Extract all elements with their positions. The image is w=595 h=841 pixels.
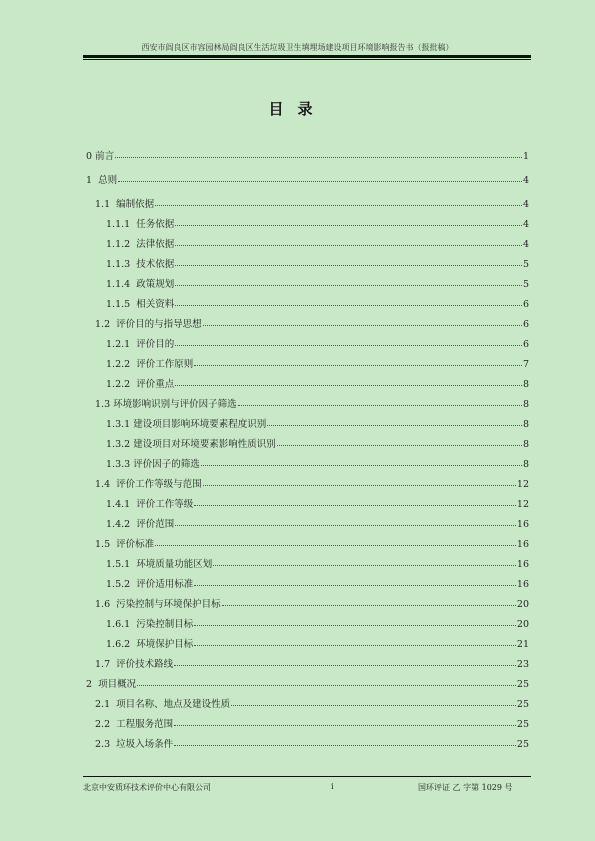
toc-leader-dots [175,277,522,286]
toc-entry[interactable] [86,678,529,690]
toc-entry-label: 评价因子的筛选 [133,459,200,470]
toc-entry-page: 23 [516,659,529,670]
toc-entry-label: 编制依据 [116,199,155,210]
toc-entry-label: 评价范围 [136,519,175,530]
toc-entry-number: 1.3.2 [106,439,134,450]
toc-entry-label: 任务依据 [136,219,175,230]
toc-entry[interactable] [95,658,529,670]
toc-entry-number: 1.1.1 [106,219,137,230]
toc-entry-label: 污染控制目标 [136,619,194,630]
toc-entry-page: 4 [522,219,529,230]
toc-entry[interactable] [106,238,529,250]
toc-entry-number: 1 [86,175,99,186]
toc-entry-page: 16 [516,539,529,550]
toc-entry[interactable] [106,498,529,510]
toc-entry-page: 8 [522,399,529,410]
toc-entry-label: 政策规划 [136,279,175,290]
toc-leader-dots [175,297,522,306]
toc-entry-number: 1.1.2 [106,239,137,250]
toc-entry-page: 6 [522,299,529,310]
toc-entry-page: 8 [522,379,529,390]
toc-entry-label: 评价适用标准 [136,579,194,590]
toc-entry-label: 项目名称、地点及建设性质 [116,699,231,710]
toc-entry-label: 法律依据 [136,239,175,250]
toc-leader-dots [238,397,522,406]
toc-entry-page: 8 [522,419,529,430]
toc-entry-page: 16 [516,519,529,530]
toc-entry[interactable] [95,318,529,330]
toc-entry-label: 总则 [98,175,118,186]
toc-entry-page: 25 [516,699,529,710]
footer-company: 北京中安质环技术评价中心有限公司 [83,783,211,792]
toc-entry-number: 1.1.3 [106,259,137,270]
toc-entry-number: 1.3.3 [106,459,134,470]
toc-entry[interactable] [106,558,529,570]
toc-entry-number: 1.2 [95,319,117,330]
toc-entry-label: 环境影响识别与评价因子筛选 [113,399,237,410]
toc-entry[interactable] [95,538,529,550]
toc-leader-dots [175,517,516,526]
toc-entry-page: 25 [516,679,529,690]
toc-entry-page: 7 [522,359,529,370]
toc-leader-dots [137,677,516,686]
toc-entry-number: 0 [86,151,96,162]
footer-rule [83,776,531,777]
toc-entry[interactable] [106,438,529,450]
toc-entry[interactable] [86,174,529,186]
toc-entry[interactable] [86,150,529,162]
toc-entry-number: 1.4.1 [106,499,137,510]
toc-entry[interactable] [106,298,529,310]
toc-leader-dots [203,317,522,326]
toc-entry-number: 2 [86,679,99,690]
toc-leader-dots [231,697,516,706]
toc-entry-page: 16 [516,559,529,570]
toc-entry-page: 16 [516,579,529,590]
toc-entry-number: 1.2.2 [106,359,137,370]
running-header: 西安市阎良区市容园林局阎良区生活垃圾卫生填埋场建设项目环境影响报告书（报批稿） [141,43,454,52]
toc-leader-dots [194,497,516,506]
toc-entry[interactable] [95,738,529,750]
toc-entry-page: 4 [522,239,529,250]
toc-entry-number: 1.3 [95,399,114,410]
toc-entry[interactable] [106,458,529,470]
toc-leader-dots [175,257,522,266]
toc-entry-label: 建设项目影响环境要素程度识别 [133,419,267,430]
toc-entry-label: 垃圾入场条件 [116,739,174,750]
toc-entry-number: 1.2.1 [106,339,137,350]
toc-entry[interactable] [106,338,529,350]
toc-leader-dots [174,657,516,666]
toc-entry-page: 5 [522,259,529,270]
toc-entry-page: 12 [516,499,529,510]
toc-entry-page: 8 [522,439,529,450]
toc-leader-dots [203,477,516,486]
toc-entry[interactable] [95,698,529,710]
toc-leader-dots [115,149,522,158]
toc-entry-page: 20 [516,599,529,610]
toc-entry-label: 评价技术路线 [116,659,174,670]
toc-leader-dots [194,357,522,366]
toc-entry[interactable] [95,478,529,490]
toc-entry-number: 1.7 [95,659,117,670]
toc-leader-dots [118,173,522,182]
toc-entry-page: 6 [522,339,529,350]
toc-leader-dots [194,637,516,646]
toc-entry-page: 4 [522,199,529,210]
toc-leader-dots [174,717,516,726]
toc-leader-dots [194,577,516,586]
footer-page-number: i [331,782,334,791]
toc-entry[interactable] [106,378,529,390]
toc-entry-label: 前言 [95,151,115,162]
toc-entry-number: 1.4.2 [106,519,137,530]
toc-entry[interactable] [106,258,529,270]
toc-entry-label: 项目概况 [98,679,137,690]
toc-entry[interactable] [95,718,529,730]
toc-entry[interactable] [106,418,529,430]
toc-entry-label: 工程服务范围 [116,719,174,730]
toc-entry[interactable] [95,598,529,610]
toc-entry-page: 20 [516,619,529,630]
toc-entry-label: 相关资料 [136,299,175,310]
toc-leader-dots [277,437,522,446]
toc-leader-dots [175,237,522,246]
toc-entry[interactable] [95,198,529,210]
toc-entry-number: 1.6.1 [106,619,137,630]
toc-entry-page: 6 [522,319,529,330]
toc-leader-dots [175,337,522,346]
toc-entry[interactable] [106,618,529,630]
toc-entry-number: 1.1.4 [106,279,137,290]
toc-leader-dots [155,197,522,206]
toc-entry-number: 2.2 [95,719,117,730]
toc-entry-label: 评价工作等级与范围 [116,479,202,490]
toc-entry-label: 评价工作原则 [136,359,194,370]
toc-entry-label: 建设项目对环境要素影响性质识别 [133,439,276,450]
toc-entry-page: 4 [522,175,529,186]
toc-entry-label: 技术依据 [136,259,175,270]
toc-entry-label: 评价目的 [136,339,175,350]
toc-entry-number: 1.1 [95,199,117,210]
toc-entry-label: 污染控制与环境保护目标 [116,599,221,610]
toc-entry[interactable] [106,578,529,590]
toc-entry-page: 21 [516,639,529,650]
toc-entry-page: 8 [522,459,529,470]
toc-entry-label: 环境质量功能区划 [136,559,213,570]
toc-leader-dots [155,537,516,546]
toc-leader-dots [222,597,516,606]
toc-entry[interactable] [95,398,529,410]
toc-entry-label: 评价工作等级 [136,499,194,510]
toc-entry-number: 1.6 [95,599,117,610]
toc-entry-number: 1.5.2 [106,579,137,590]
toc-entry[interactable] [106,518,529,530]
toc-entry-page: 25 [516,719,529,730]
toc-entry-page: 25 [516,739,529,750]
toc-entry[interactable] [106,358,529,370]
toc-entry-label: 环境保护目标 [136,639,194,650]
toc-entry-number: 1.6.2 [106,639,137,650]
toc-entry[interactable] [106,218,529,230]
toc-leader-dots [174,737,516,746]
toc-entry-label: 评价重点 [136,379,175,390]
toc-leader-dots [194,617,516,626]
toc-leader-dots [175,217,522,226]
toc-entry-number: 1.5.1 [106,559,137,570]
toc-leader-dots [267,417,522,426]
footer-certificate: 国环评证 乙 字第 1029 号 [418,783,513,792]
toc-entry-page: 12 [516,479,529,490]
toc-entry-page: 5 [522,279,529,290]
toc-entry-number: 1.3.1 [106,419,134,430]
page-title: 目录 [268,100,327,118]
toc-entry-page: 1 [522,151,529,162]
toc-entry-number: 1.2.2 [106,379,137,390]
toc-entry-number: 1.4 [95,479,117,490]
toc-leader-dots [201,457,522,466]
toc-entry[interactable] [106,638,529,650]
toc-leader-dots [213,557,516,566]
toc-entry-number: 2.1 [95,699,117,710]
toc-leader-dots [175,377,522,386]
toc-entry-label: 评价目的与指导思想 [116,319,202,330]
toc-entry-label: 评价标准 [116,539,155,550]
toc-entry-number: 1.5 [95,539,117,550]
toc-entry[interactable] [106,278,529,290]
toc-entry-number: 2.3 [95,739,117,750]
toc-entry-number: 1.1.5 [106,299,137,310]
